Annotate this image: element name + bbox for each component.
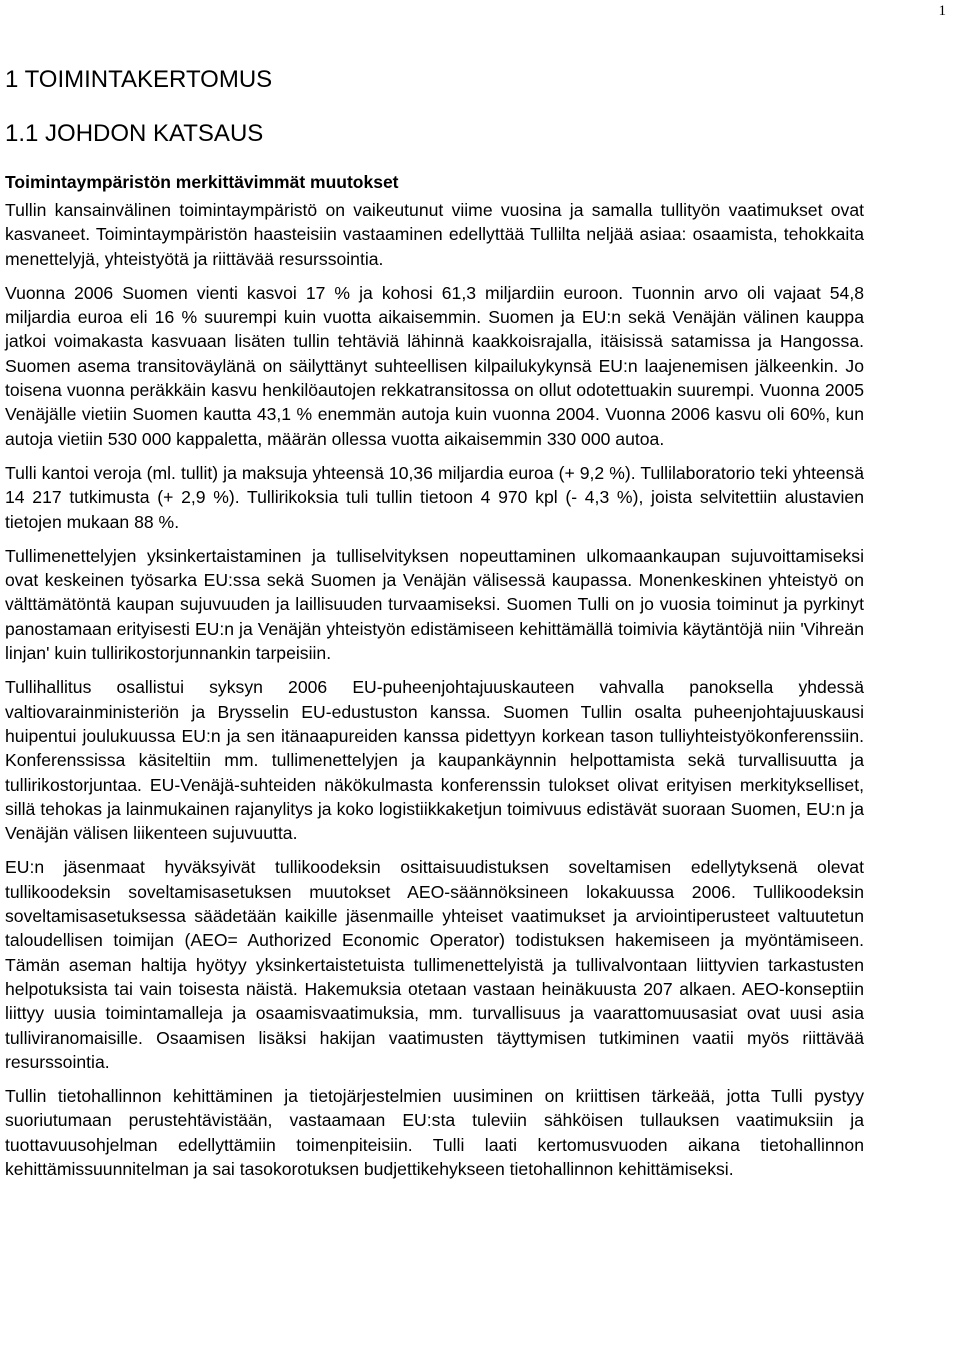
paragraph-eu-presidency: Tullihallitus osallistui syksyn 2006 EU-puheenjohtajuuskauteen vahvalla panoksella yhdessä valtiovarainministeriön ja Brysselin EU-edustuston kanssa. Suomen Tullin osalta puheenjohtajuuskausi huipentui joulukuussa EU:n ja sen itänaapureiden kanssa pidettyyn korkean tason tulliyhteistyökonferenssiin. Konferenssissa käsiteltiin mm. tullimenettelyjen ja kaupankäynnin helpottamista sekä turvallisuutta ja tullirikostorjuntaa. EU-Venäjä-suhteiden näkökulmasta konferenssin tulokset olivat erityisen merkitykselliset, sillä tehokas ja lainmukainen rajanylitys ja koko logistiikkaketjun toimivuus edistävät suoraan Suomen, EU:n ja Venäjän välisen liikenteen sujuvuutta. — [5, 677, 864, 844]
heading-subsection: Toimintaympäristön merkittävimmät muutokset — [5, 172, 399, 192]
paragraph-it-development: Tullin tietohallinnon kehittäminen ja tietojärjestelmien uusiminen on kriittisen tärkeää, jotta Tulli pystyy suoriutumaan perustehtävistään, vastaamaan EU:sta tuleviin sähköisen tullauksen vaatimuksiin ja tuottavuusohjelman edellyttämiin toimenpiteisiin. Tulli laati kertomusvuoden aikana tietohallinnon kehittämissuunnitelman ja sai tasokorotuksen budjettikehykseen tietohallinnon kehittämiseksi. — [5, 1086, 864, 1179]
paragraph-trade-growth: Vuonna 2006 Suomen vienti kasvoi 17 % ja kohosi 61,3 miljardiin euroon. Tuonnin arvo oli vajaat 54,8 miljardia euroa eli 16 % suurempi kuin vuotta aikaisemmin. Suomen ja EU:n sekä Venäjän välinen kauppa jatkoi voimakasta kasvuaan lisäten tullin tehtäviä lähinnä kaakkoisrajalla, itäisissä satamissa ja Hangossa. Suomen asema transitoväylänä on säilyttänyt suhteellisen kilpailukykynsä EU:n laajenemisen jälkeenkin. Jo toisena vuonna peräkkäin kasvu henkilöautojen rekkatransitossa on ollut odotettuakin suurempi. Vuonna 2005 Venäjälle vietiin Suomen kautta 43,1 % enemmän autoja kuin vuonna 2004. Vuonna 2006 kasvu oli 60%, kun autoja vietiin 530 000 kappaletta, määrän ollessa vuotta aikaisemmin 330 000 autoa. — [5, 282, 864, 449]
heading-main: 1 TOIMINTAKERTOMUS — [5, 66, 273, 93]
paragraph-customs-procedures: Tullimenettelyjen yksinkertaistaminen ja tulliselvityksen nopeuttaminen ulkomaankaupan sujuvoittamiseksi ovat keskeinen työsarka EU:ssa sekä Suomen ja Venäjän välisessä kaupassa. Monenkeskinen yhteistyö on välttämätöntä kaupan sujuvuuden ja laillisuuden turvaamiseksi. Suomen Tulli on jo vuosia toiminut ja pyrkinyt panostamaan erityisesti EU:n ja Venäjän yhteistyön edistämiseen kehittämällä toimivia käytäntöjä niin 'Vihreän linjan' kuin tullirikostorjunnankin tarpeisiin. — [5, 545, 864, 664]
page-number: 1 — [938, 3, 946, 19]
paragraph-tax-revenue: Tulli kantoi veroja (ml. tullit) ja maksuja yhteensä 10,36 miljardia euroa (+ 9,2 %). Tullilaboratorio teki yhteensä 14 217 tutkimusta (+ 2,9 %). Tullirikoksia tuli tullin tietoon 4 970 kpl (- 4,3 %), joista selvitettiin alustavien tietojen mukaan 88 %. — [5, 462, 864, 532]
paragraph-operating-environment: Tullin kansainvälinen toimintaympäristö on vaikeutunut viime vuosina ja samalla tullityön vaatimukset ovat kasvaneet. Toimintaympäristön haasteisiin vastaaminen edellyttää Tullilta neljää asiaa: osaamista, tehokkaita menettelyjä, yhteistyötä ja riittävää resurssointia. — [5, 200, 864, 269]
heading-section: 1.1 JOHDON KATSAUS — [5, 120, 264, 147]
document-body — [5, 64, 864, 1191]
paragraph-aeo: EU:n jäsenmaat hyväksyivät tullikoodeksin osittaisuudistuksen soveltamisen edellytyksenä olevat tullikoodeksin soveltamisasetuksen muutokset AEO-säännöksineen lokakuussa 2006. Tullikoodeksin soveltamisasetuksessa säädetään kaikille jäsenmaille yhteiset vaatimukset ja arviointiperusteet valtuutetun taloudellisen toimijan (AEO= Authorized Economic Operator) todistuksen hakemiseen ja myöntämiseen. Tämän aseman haltija hyötyy yksinkertaistetuista tullimenettelyistä ja tullivalvontaan liittyvien tarkastusten helpotuksista tai vain toisesta näistä. Hakemuksia otetaan vastaan heinäkuusta 207 alkaen. AEO-konseptiin liittyy uusia toimintamalleja ja osaamisvaatimuksia, mm. turvallisuus ja vaarattomuusasiat ovat uusi asia tulliviranomaisille. Osaamisen lisäksi hakijan vaatimusten täyttymisen tutkiminen vaatii myös riittävää resurssointia. — [5, 857, 864, 1072]
